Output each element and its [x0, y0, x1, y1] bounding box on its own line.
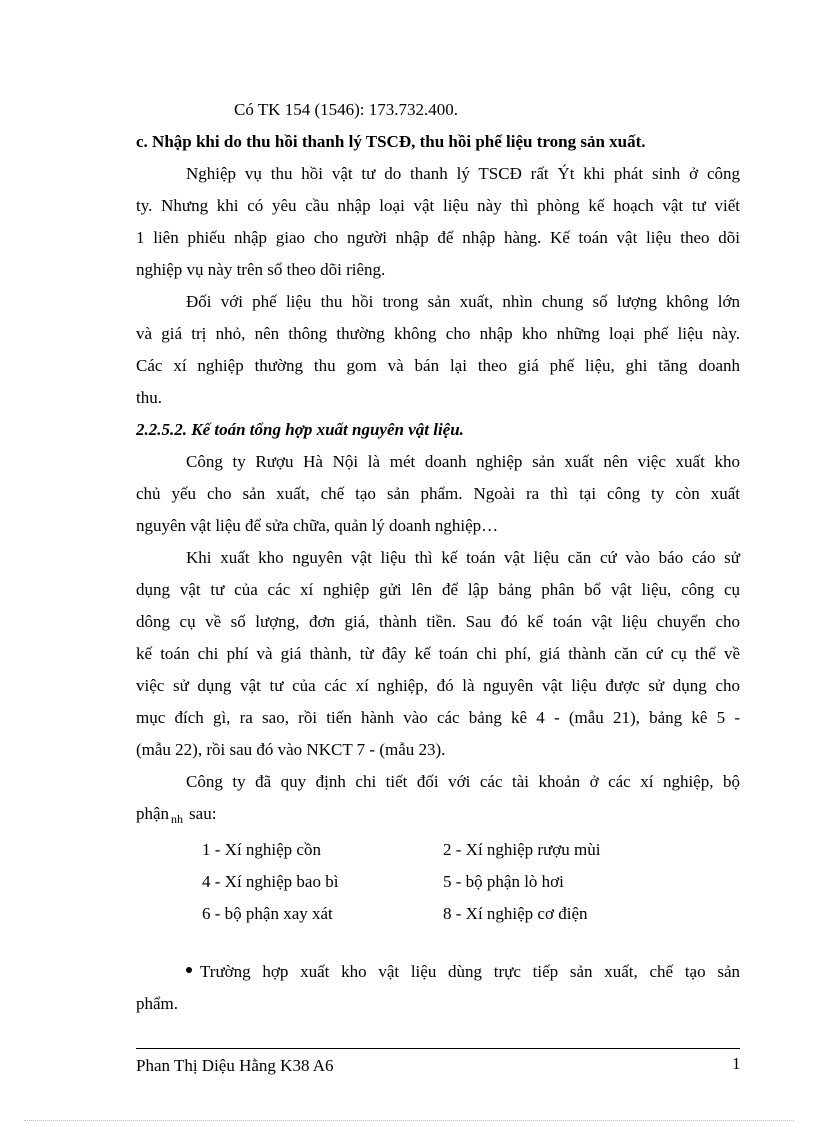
footer-author: Phan Thị Diệu Hằng K38 A6 [136, 1056, 334, 1075]
bullet-icon [186, 967, 192, 973]
heading-c: c. Nhập khi do thu hồi thanh lý TSCĐ, thu hồi phế liệu trong sản xuất. [136, 132, 646, 151]
p5-line-2 [136, 803, 216, 826]
p2-line-3: Các xí nghiệp thường thu gom và bán lại theo giá phế liệu, ghi tăng doanh [136, 356, 740, 375]
footer-rule [136, 1048, 740, 1049]
p5-line-2-sub: nh [171, 812, 184, 826]
unit-4: 4 - Xí nghiệp bao bì [202, 872, 339, 891]
bullet-line-2: phẩm. [136, 994, 179, 1013]
p2-line-1: Đối với phế liệu thu hồi trong sản xuất, nhìn chung số lượng không lớn [186, 292, 740, 311]
p4-line-2: dụng vật tư của các xí nghiệp gửi lên để lập bảng phân bổ vật liệu, công cụ [136, 580, 740, 599]
unit-6: 6 - bộ phận xay xát [202, 904, 333, 923]
footer-page-number: 1 [732, 1054, 741, 1073]
unit-8: 8 - Xí nghiệp cơ điện [443, 904, 588, 923]
p4-line-5: việc sử dụng vật tư của các xí nghiệp, đó là nguyên vật liệu được sử dụng cho [136, 676, 740, 695]
p1-line-3: 1 liên phiếu nhập giao cho người nhập để nhập hàng. Kế toán vật liệu theo dõi [136, 228, 740, 247]
bullet-item [186, 961, 740, 983]
p1-line-1: Nghiệp vụ thu hồi vật tư do thanh lý TSCĐ rất Ýt khi phát sinh ở công [186, 164, 740, 183]
p5-line-1: Công ty đã quy định chi tiết đối với các tài khoản ở các xí nghiệp, bộ [186, 772, 740, 791]
p5-line-2-word: phận [136, 804, 170, 823]
bullet-line-1: Trường hợp xuất kho vật liệu dùng trực tiếp sản xuất, chế tạo sản [200, 962, 740, 981]
p1-line-4: nghiệp vụ này trên sổ theo dõi riêng. [136, 260, 386, 279]
p5-line-2-end: sau: [189, 804, 217, 823]
unit-1: 1 - Xí nghiệp cồn [202, 840, 321, 859]
p3-line-2: chủ yếu cho sản xuất, chế tạo sản phẩm. Ngoài ra thì tại công ty còn xuất [136, 484, 740, 503]
p4-line-3: dông cụ về số lượng, đơn giá, thành tiền. Sau đó kế toán vật liệu chuyển cho [136, 612, 740, 631]
p4-line-4: kế toán chi phí và giá thành, từ đây kế toán chi phí, giá thành căn cứ cụ thể về [136, 644, 740, 663]
p4-line-6: mục đích gì, ra sao, rồi tiến hành vào các bảng kê 4 - (mẫu 21), bảng kê 5 - [136, 708, 740, 727]
p4-line-7: (mẫu 22), rồi sau đó vào NKCT 7 - (mẫu 23). [136, 740, 446, 759]
p1-line-2: ty. Nhưng khi có yêu cầu nhập loại vật liệu này thì phòng kế hoạch vật tư viết [136, 196, 740, 215]
p2-line-4: thu. [136, 388, 162, 407]
p3-line-1: Công ty Rượu Hà Nội là mét doanh nghiệp sản xuất nên việc xuất kho [186, 452, 740, 471]
p3-line-3: nguyên vật liệu để sửa chữa, quản lý doanh nghiệp… [136, 516, 499, 535]
unit-5: 5 - bộ phận lò hơi [443, 872, 564, 891]
unit-2: 2 - Xí nghiệp rượu mùi [443, 840, 601, 859]
p2-line-2: và giá trị nhỏ, nên thông thường không cho nhập kho những loại phế liệu này. [136, 324, 740, 343]
p4-line-1: Khi xuất kho nguyên vật liệu thì kế toán vật liệu căn cứ vào báo cáo sử [186, 548, 740, 567]
heading-2-2-5-2: 2.2.5.2. Kế toán tổng hợp xuất nguyên vật liệu. [136, 420, 464, 439]
credit-line: Có TK 154 (1546): 173.732.400. [234, 100, 458, 119]
page-edge-dotted [24, 1120, 794, 1121]
